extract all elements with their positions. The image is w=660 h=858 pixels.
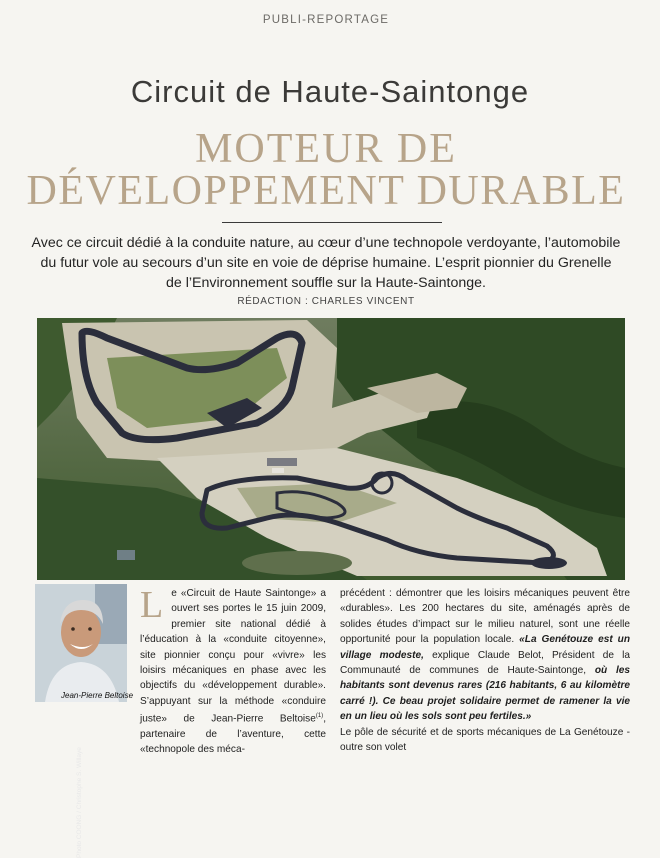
- column-1-text: e «Circuit de Haute Saintonge» a ouvert ses portes le 15 juin 2009, premier site national dédié à l’éducation à la «conduite citoyenne», site pionnier conçu pour «vivre» les loisirs mécaniques en phase avec les objectifs du «développement durable». S’appuyant sur la méthode «conduire juste» de Jean-Pierre Beltoise: [140, 588, 326, 725]
- footnote-marker: (1): [315, 713, 324, 720]
- portrait-caption: Jean-Pierre Beltoise: [61, 691, 134, 700]
- portrait-illustration: [35, 584, 127, 702]
- lead-line-3: de l’Environnement souffle sur la Haute-Saintonge.: [166, 275, 486, 291]
- drop-cap: L: [140, 584, 164, 626]
- quote-2: où les habitants sont devenus rares (216 habitants, 6 au kilomètre carré !). Ce beau projet solidaire permet de ramener la vie en un lieu où les sols sont peu fertiles.»: [340, 665, 630, 723]
- headline-line-1: MOTEUR DE: [195, 126, 457, 172]
- section-kicker: PUBLI-REPORTAGE: [262, 14, 390, 26]
- lead-paragraph: [20, 233, 632, 293]
- column-2-paragraph-1: précédent : démontrer que les loisirs mécaniques peuvent être «durables». Les 200 hectares du site, aménagés après de solides études d’impact sur le milieu naturel, sont une réelle opportunité pour la population locale.: [340, 588, 630, 646]
- aerial-photo-illustration: [37, 318, 625, 580]
- headline-line-2: DÉVELOPPEMENT DURABLE: [26, 168, 626, 214]
- lead-line-2: du futur vole au secours d’un site en voie de déprise humaine. L’esprit pionnier du Grenelle: [40, 255, 612, 271]
- column-2-paragraph-3: Le pôle de sécurité et de sports mécaniques de La Genétouze - outre son volet: [340, 726, 630, 754]
- column-2-paragraph-2: explique Claude Belot, Président de la Communauté de communes de Haute-Saintonge,: [340, 649, 630, 677]
- portrait-photo: [35, 584, 127, 702]
- title-divider: [222, 222, 442, 223]
- column-1-tail: , partenaire de l’aventure, cette «technopole des méca-: [140, 713, 326, 756]
- quote-1: «La Genétouze est un village modeste,: [340, 634, 630, 661]
- article-column-1: [140, 586, 326, 758]
- photo-credit: Photo COONG / Christophe S. Willaye: [76, 747, 83, 858]
- byline: RÉDACTION : CHARLES VINCENT: [237, 296, 415, 307]
- article-title: Circuit de Haute-Saintonge: [130, 74, 530, 109]
- article-column-2: [340, 586, 630, 755]
- lead-line-1: Avec ce circuit dédié à la conduite nature, au cœur d’une technopole verdoyante, l’automobile: [31, 235, 621, 251]
